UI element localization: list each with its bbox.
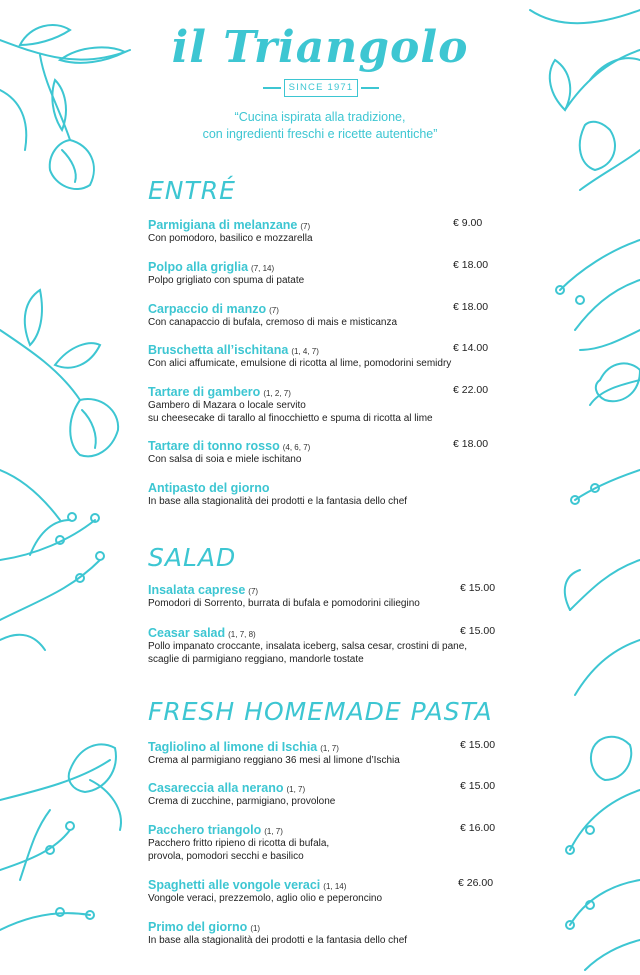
item-description: In base alla stagionalità dei prodotti e la fantasia dello chef	[148, 496, 408, 507]
item-allergens: (1)	[250, 924, 261, 933]
item-description: Con pomodoro, basilico e mozzarella	[148, 233, 313, 244]
menu-item	[148, 918, 508, 947]
item-description: In base alla stagionalità dei prodotti e la fantasia dello chef	[148, 935, 408, 946]
item-allergens: (1, 7)	[286, 785, 306, 794]
item-name: Parmigiana di melanzane	[148, 218, 298, 232]
tagline-line-1: “Cucina ispirata alla tradizione,	[234, 110, 406, 124]
item-name: Tartare di tonno rosso	[148, 439, 280, 453]
item-name: Polpo alla griglia	[148, 260, 249, 274]
menu-item	[148, 779, 508, 808]
item-allergens: (7)	[248, 587, 259, 596]
floral-decoration-left	[0, 0, 150, 975]
item-description: Pomodori di Sorrento, burrata di bufala e pomodorini ciliegino	[148, 598, 420, 609]
item-description: provola, pomodori secchi e basilico	[148, 851, 304, 862]
restaurant-logo: il Triangolo	[171, 22, 469, 73]
menu-item	[148, 821, 508, 863]
item-allergens: (1, 2, 7)	[263, 389, 291, 398]
item-description: scaglie di parmigiano reggiano, mandorle tostate	[148, 654, 364, 665]
item-price: € 15.00	[460, 739, 496, 751]
menu-item	[148, 624, 508, 666]
item-name: Tartare di gambero	[148, 385, 261, 399]
menu-item	[148, 876, 508, 905]
item-name: Pacchero triangolo	[148, 823, 262, 837]
item-description: Con salsa di soia e miele ischitano	[148, 454, 302, 465]
item-name: Spaghetti alle vongole veraci	[148, 878, 321, 892]
section-title-entre: ENTRÉ	[148, 176, 236, 205]
menu-item	[148, 258, 508, 287]
item-description: Crema al parmigiano reggiano 36 mesi al limone d’Ischia	[148, 755, 400, 766]
since-badge: SINCE 1971	[284, 79, 358, 97]
item-allergens: (4, 6, 7)	[282, 443, 311, 452]
item-price: € 15.00	[460, 780, 496, 792]
menu-item	[148, 216, 508, 245]
item-price: € 15.00	[460, 582, 496, 594]
item-description: Con canapaccio di bufala, cremoso di mais e misticanza	[148, 317, 398, 328]
menu-item	[148, 738, 508, 767]
item-description: Con alici affumicate, emulsione di ricotta al lime, pomodorini semidry	[148, 358, 452, 369]
item-name: Insalata caprese	[148, 583, 246, 597]
menu-item	[148, 479, 508, 508]
tagline-line-2: con ingredienti freschi e ricette autentiche”	[202, 127, 438, 141]
floral-decoration-right	[490, 0, 640, 975]
item-name: Ceasar salad	[148, 626, 226, 640]
item-description: Polpo grigliato con spuma di patate	[148, 275, 305, 286]
menu-item	[148, 437, 508, 466]
item-description: Pollo impanato croccante, insalata iceberg, salsa cesar, crostini di pane,	[148, 641, 468, 652]
item-allergens: (1, 7)	[320, 744, 339, 753]
item-price: € 9.00	[453, 217, 483, 229]
item-allergens: (1, 7)	[264, 827, 283, 836]
item-description: su cheesecake di tarallo al finocchietto e spuma di ricotta al lime	[148, 413, 433, 424]
item-name: Bruschetta all’ischitana	[148, 343, 289, 357]
item-description: Gambero di Mazara o locale servito	[148, 400, 306, 411]
item-description: Crema di zucchine, parmigiano, provolone	[148, 796, 336, 807]
item-price: € 18.00	[453, 301, 489, 313]
section-title-pasta: FRESH HOMEMADE PASTA	[148, 697, 493, 726]
item-allergens: (7)	[269, 306, 279, 315]
tagline	[0, 109, 640, 143]
item-allergens: (1, 7, 8)	[228, 630, 256, 639]
item-name: Casareccia alla nerano	[148, 781, 284, 795]
section-title-salad: SALAD	[148, 543, 237, 572]
item-description: Pacchero fritto ripieno di ricotta di bufala,	[148, 838, 330, 849]
menu-item	[148, 300, 508, 329]
item-price: € 22.00	[453, 384, 489, 396]
menu-item	[148, 341, 508, 370]
item-description: Vongole veraci, prezzemolo, aglio olio e peperoncino	[148, 893, 383, 904]
item-allergens: (7, 14)	[251, 264, 275, 273]
item-price: € 26.00	[458, 877, 494, 889]
menu-item	[148, 383, 508, 425]
item-price: € 18.00	[453, 259, 489, 271]
item-name: Tagliolino al limone di Ischia	[148, 740, 318, 754]
item-price: € 14.00	[453, 342, 489, 354]
item-allergens: (1, 4, 7)	[291, 347, 319, 356]
item-price: € 18.00	[453, 438, 489, 450]
item-price: € 16.00	[460, 822, 496, 834]
item-name: Antipasto del giorno	[148, 481, 270, 495]
item-allergens: (1, 14)	[323, 882, 347, 891]
item-name: Primo del giorno	[148, 920, 248, 934]
item-allergens: (7)	[300, 222, 311, 231]
item-name: Carpaccio di manzo	[148, 302, 267, 316]
menu-item	[148, 581, 508, 610]
item-price: € 15.00	[460, 625, 496, 637]
